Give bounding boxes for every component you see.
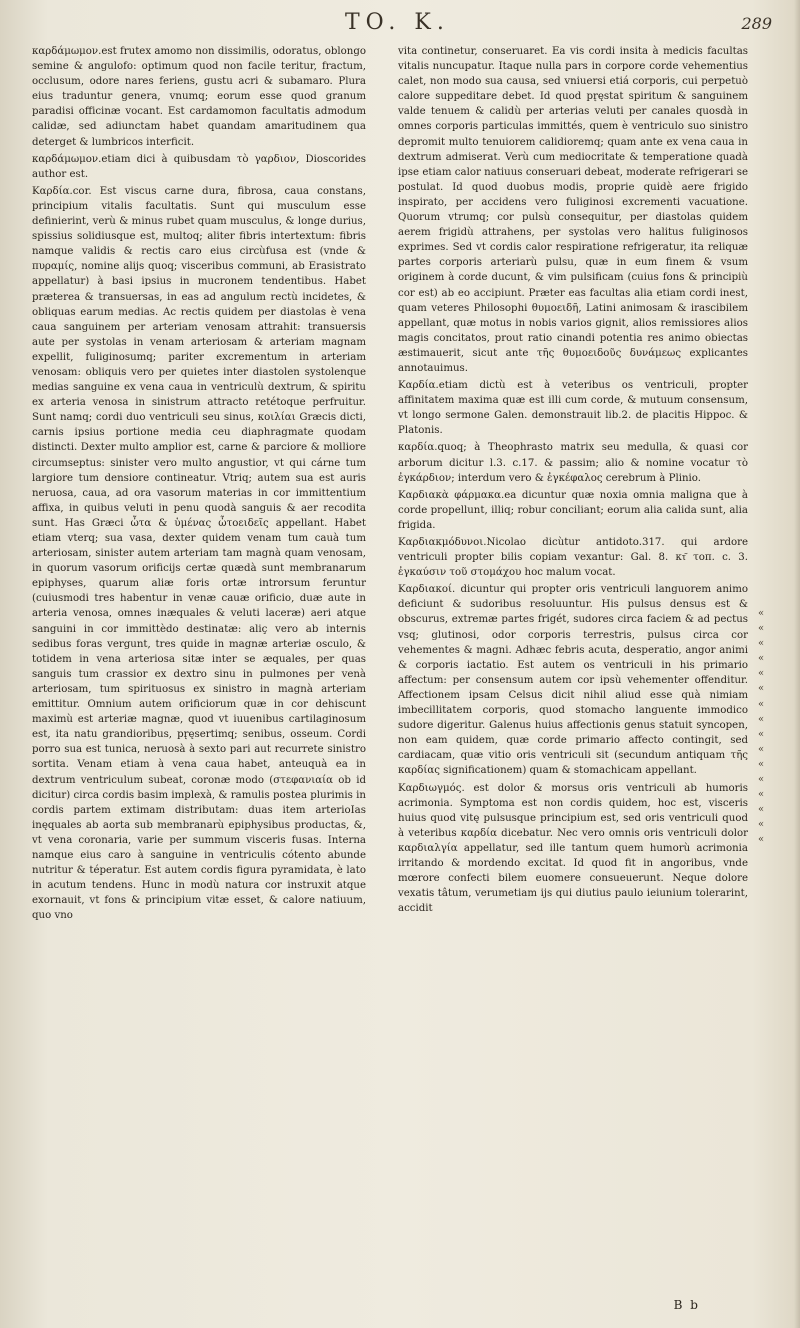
entry-paragraph: vita continetur, conseruaret. Ea vis cordi insita à medicis facultas vitalis nuncupatur. Itaque nulla pars in corpore corde vehementius calet, non modo sua causa, sed vniuersi etiá corporis, cui perpetuò calore suppeditare debet. Id quod pr̨ęstat spiritum & sanguinem valde tenuem & calidù per arterias veluti per canales quosdà in omnes corporis particulas immittés, quem è ventriculo suo sinistro depromit multo tenuiorem calidioremq; quam ante ex vena caua in dextrum admiserat. Verù cum mediocritate & temperatione quadà ipse etiam calor natiuus conseruari debeat, moderate refrigerari se postulat. Id quod duobus modis, proprie quidè aere frigido inspirato, per accidens vero fuliginosi excrementi vacuatione. Quorum vtrumq; cor pulsù consequitur, per diastolas quidem aerem frigidù attrahens, per systolas vero halitus fuliginosos exprimes. Sed vt cordis calor respiratione refrigeratur, ita reliquæ partes corporis arteriarù pulsu, quæ in eum finem & vsum originem à corde ducunt, & vim pulsificam (cuius fons & principiù cor est) ab eo accipiunt. Præter eas facultas alia etiam cordi inest, quam veteres Philosophi θυμοειδῆ, Latini animosam & irascibilem appellant, quæ motus in nobis varios gignit, alios remissiores alios magis concitatos, prout ratio cinandi potentia res animo obiectas æstimauerit, sicut ante τῆς θυμοειδοῦς δυνάμεως explicantes annotauimus. — [398, 46, 748, 374]
left-column — [32, 44, 366, 1314]
entry-paragraph: καρδάμωμον.etiam dici à quibusdam τὸ γαρδιον, Dioscorides author est. — [32, 153, 366, 180]
margin-mark: « — [758, 623, 765, 635]
margin-mark: « — [758, 819, 765, 831]
entry-paragraph: Καρδιακὰ φάρμακα.ea dicuntur quæ noxia omnia maligna que à corde propellunt, illiq; robur conciliant; eorum alia calida sunt, alia frigida. — [398, 489, 748, 531]
margin-mark: « — [758, 638, 765, 650]
margin-mark: « — [758, 804, 765, 816]
entry-paragraph: Καρδιωγμός. est dolor & morsus oris ventriculi ab humoris acrimonia. Symptoma est non cordis quidem, hoc est, visceris huius quod vitę pulsusque principium est, sed oris ventriculi quod à veteribus καρδία dicebatur. Nec vero omnis oris ventriculi dolor καρδιαλγία appellatur, sed ille tantum quem humorù acrimonia irritando & mordendo excitat. Id quod fit in angoribus, vnde mœrore confecti bilem euomere consueuerunt. Neque dolore vexatis tâtum, verumetiam ijs qui diutius paulo ieiunium tolerarint, accidit — [398, 782, 748, 915]
margin-mark: « — [758, 668, 765, 680]
margin-mark: « — [758, 683, 765, 695]
margin-mark: « — [758, 758, 765, 770]
entry-paragraph: Καρδιακοί. dicuntur qui propter oris ventriculi languorem animo deficiunt & sudoribus resoluuntur. His pulsus densus est & obscurus, extremæ partes frigét, sudores circa faciem & ad pectus vsq; glutinosi, odor corporis terrestris, pulsus circa cor vehementes & magni. Adhæc febris acuta, desperatio, angor animi & corporis iactatio. Est autem os ventriculi in his primario affectum: per consensum autem cor ipsù vehementer offenditur. Affectionem ipsam Celsus dicit nihil aliud esse quà nimiam imbecillitatem corporis, quod stomacho languente immodico sudore digeritur. Galenus huius affectionis genus statuit syncopen, non eam quidem, quæ corde primario affecto contingit, sed cardiacam, quæ vitio oris ventriculi sit (secundum antiquam τῆς καρδίας significationem) quam & stomachicam appellant. — [398, 584, 748, 777]
margin-mark: « — [758, 713, 765, 725]
margin-mark: « — [758, 743, 765, 755]
margin-mark: « — [758, 728, 765, 740]
margin-quote-marks — [758, 606, 782, 848]
margin-mark: « — [758, 789, 765, 801]
entry-paragraph: καρδάμωμον.est frutex amomo non dissimilis, odoratus, oblongo semine & angulofo: optimum quod non facile teritur, fractum, occlusum, odore nares feriens, gustu acri & subamaro. Plura eius traduntur genera, vnumq; eorum esse quod granum paradisi officinæ vocant. Est cardamomon facultatis admodum calidæ, sed adiunctam habet quandam amaritudinem qua deterget & lumbricos interficit. — [32, 46, 366, 148]
margin-mark: « — [758, 698, 765, 710]
margin-mark: « — [758, 774, 765, 786]
page-number: 289 — [741, 14, 772, 33]
running-head — [0, 10, 800, 44]
margin-mark: « — [758, 653, 765, 665]
entry-paragraph: Καρδία.etiam dictù est à veteribus os ventriculi, propter affinitatem maxima quæ est illi cum corde, & mutuum consensum, vt longo sermone Galen. demonstrauit lib.2. de placitis Hippoc. & Platonis. — [398, 380, 748, 437]
running-head-title: TO. K. — [345, 10, 450, 35]
margin-mark: « — [758, 834, 765, 846]
page-edge-shadow — [794, 0, 800, 1328]
entry-paragraph: καρδία.quoq; à Theophrasto matrix seu medulla, & quasi cor arborum dicitur l.3. c.17. & passim; alio & nomine vocatur τὸ ἐγκάρδιον; interdum vero & ἐγκέφαλος cerebrum à Plinio. — [398, 442, 748, 484]
margin-mark: « — [758, 608, 765, 619]
entry-paragraph: Καρδιακμόδυνοι.Nicolao dicùtur antidoto.317. qui ardore ventriculi propter bilis copiam vexantur: Gal. 8. κτ͂ τοπ. c. 3. ἐγκαύσιν τοῦ στομάχου hoc malum vocat. — [398, 537, 748, 579]
entry-paragraph: Καρδία.cor. Est viscus carne dura, fibrosa, caua constans, principium vitalis facultatis. Sunt qui musculum esse definierint, verù & minus rubet quam musculus, & longe durius, spissius solidiusque est, multoq; aliter fibris intertextum: fibris namque validis & rectis caro eius circùfusa est (vnde & πυραμίς, nomine alijs quoq; visceribus communi, ab Erasistrato appellatur) à basi ipsius in mucronem tendentibus. Habet præterea & transuersas, in eas ad angulum rectù incidetes, & obliquas earum medias. Ac rectis quidem per diastolas è vena caua sanguinem per arteriam venosam attrahit: transuersis aute per systolas in venam arteriosam & arteriam magnam expellit, fuliginosumq; pariter excrementum in arteriam venosam: obliquis vero per quietes inter diastolen systolenque medias sanguine ex vena caua in ventriculù dextrum, & spiritu ex arteria venosa in sinistrum attracto retétoque perfruitur. Sunt namq; cordi duo ventriculi seu sinus, κοιλίαι Græcis dicti, carnis ipsius portione media ceu diaphragmate quodam distincti. Dexter multo amplior est, carne & parciore & molliore circumseptus: sinister vero multo angustior, vt qui cárne tum largiore tum densiore contineatur. Vtriq; autem sua est auris neruosa, caua, ad ora vasorum materias in cor immittentium affixa, in quibus veluti in penu quodà sanguis & aer recodita sunt. Has Græci ὦτα & ὑμένας ὦτοειδεῖς appellant. Habet etiam vterq; sua vasa, dexter quidem venam tum cauà tum arteriosam, sinister autem arteriam tam magnà quam venosam, in quorum vasorum orificijs certæ quædà sunt membranarum epiphyses, quarum aliæ foris ortæ introrsum feruntur (cuiusmodi tres habentur in venæ cauæ orificio, duæ aute in arteria venosa, omnes inæquales & veluti laceræ) aeri atque sanguini in cor immittèdo destinatæ: aliç vero ab internis sedibus foras vergunt, tres quide in magnæ arteriæ osculo, & totidem in vena arteriosa sitæ inter se æquales, per quas sanguis tum crassior ex dextro sinu in pulmones per venà arteriosam, tum spirituosus ex sinistro in magnà arteriam emittitur. Omnium autem orificiorum quæ in cor dehiscunt maximù est arteriæ magnæ, quod vt iuuenibus cartilaginosum est, ita natu grandioribus, pr̨ęsertimq; senibus, osseum. Cordi porro sua est tunica, neruosà à sexto pari aut recurrete sinistro sortita. Venam etiam à vena caua habet, anteuquà ea in dextrum ventriculum subeat, coronæ modo (στεφανιαία ob id dicitur) circa cordis basim implexà, & ramulis postea plurimis in cordis partem extimam distributam: duas item arterioIas inęquales ab aorta sub membranarù epiphysibus productas, &, vt vena coronaria, varie per summum visceris fusas. Interna namque eius caro à sanguine in ventriculis cótento abunde nutritur & téperatur. Est autem cordis figura pyramidata, è lato in acutum tendens. Hunc in modù natura cor instruxit atque exornauit, vt fons & principium vitæ esset, & calore natiuum, quo vno — [32, 185, 366, 922]
catchword: B b — [673, 1298, 700, 1312]
right-column — [398, 44, 748, 1314]
